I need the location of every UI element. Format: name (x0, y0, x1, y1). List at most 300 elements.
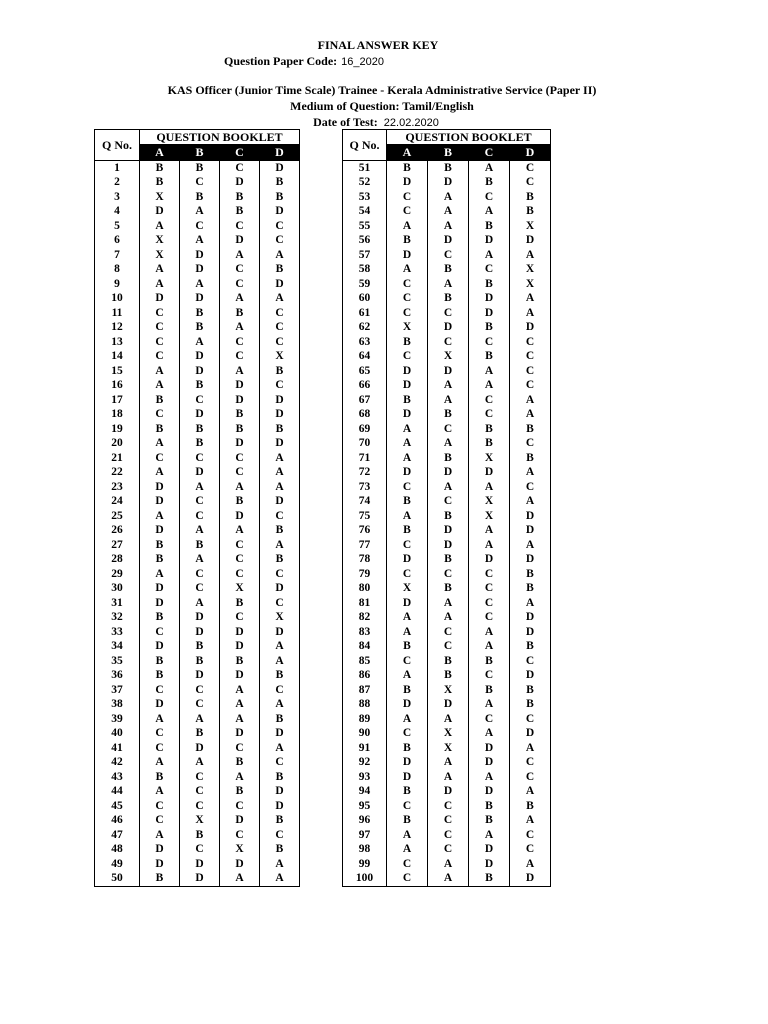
answer-c: D (469, 306, 510, 321)
answer-d: B (510, 799, 551, 814)
answer-d: C (510, 161, 551, 176)
answer-c: B (469, 176, 510, 191)
question-number: 30 (95, 582, 140, 597)
answer-b: C (428, 248, 469, 263)
answer-b: C (180, 176, 220, 191)
answer-b: D (428, 234, 469, 249)
table-row (343, 669, 551, 684)
answer-d: B (510, 567, 551, 582)
answer-b: D (180, 292, 220, 307)
question-number: 77 (343, 538, 387, 553)
question-booklet-header: QUESTION BOOKLET (140, 130, 300, 145)
answer-b: C (428, 422, 469, 437)
answer-c: B (469, 219, 510, 234)
answer-a: B (387, 393, 428, 408)
answer-c: C (220, 799, 260, 814)
answer-b: A (428, 190, 469, 205)
table-row (95, 495, 300, 510)
answer-a: X (140, 248, 180, 263)
answer-b: D (428, 538, 469, 553)
answer-c: C (469, 190, 510, 205)
answer-b: A (180, 596, 220, 611)
answer-b: A (428, 611, 469, 626)
answer-b: A (428, 756, 469, 771)
table-row (343, 495, 551, 510)
question-number: 2 (95, 176, 140, 191)
question-number: 53 (343, 190, 387, 205)
answer-c: B (469, 654, 510, 669)
answer-a: B (387, 161, 428, 176)
question-number: 51 (343, 161, 387, 176)
answer-c: D (469, 857, 510, 872)
answer-a: D (387, 176, 428, 191)
table-row (95, 538, 300, 553)
question-number: 47 (95, 828, 140, 843)
answer-b: B (428, 654, 469, 669)
answer-c: C (469, 611, 510, 626)
answer-b: A (428, 379, 469, 394)
answer-b: C (428, 625, 469, 640)
answer-d: C (510, 176, 551, 191)
answer-b: D (180, 741, 220, 756)
answer-a: A (140, 379, 180, 394)
answer-d: B (510, 422, 551, 437)
question-paper-code-value: 16_2020 (341, 56, 384, 68)
date-of-test (0, 115, 760, 130)
answer-a: A (140, 785, 180, 800)
table-row (95, 727, 300, 742)
answer-c: B (220, 654, 260, 669)
question-number: 95 (343, 799, 387, 814)
answer-b: A (428, 857, 469, 872)
table-row (343, 190, 551, 205)
question-number: 59 (343, 277, 387, 292)
answer-b: D (180, 611, 220, 626)
answer-b: A (428, 872, 469, 887)
question-number: 72 (343, 466, 387, 481)
answer-d: A (510, 814, 551, 829)
answer-b: C (180, 785, 220, 800)
answer-a: C (387, 857, 428, 872)
answer-a: B (140, 538, 180, 553)
answer-b: C (428, 495, 469, 510)
answer-d: A (510, 596, 551, 611)
answer-b: D (428, 364, 469, 379)
answer-d: D (260, 582, 300, 597)
table-row (343, 741, 551, 756)
answer-d: B (510, 582, 551, 597)
answer-a: C (387, 799, 428, 814)
question-number: 24 (95, 495, 140, 510)
answer-d: B (510, 190, 551, 205)
answer-c: A (220, 248, 260, 263)
answer-a: D (387, 596, 428, 611)
answer-a: C (140, 683, 180, 698)
answer-c: A (220, 698, 260, 713)
answer-a: C (387, 567, 428, 582)
answer-d: D (260, 393, 300, 408)
question-number: 28 (95, 553, 140, 568)
table-row (343, 321, 551, 336)
answer-c: D (220, 379, 260, 394)
answer-d: B (260, 843, 300, 858)
answer-d: B (510, 205, 551, 220)
answer-a: C (387, 306, 428, 321)
question-number: 42 (95, 756, 140, 771)
answer-d: A (510, 857, 551, 872)
answer-d: A (510, 393, 551, 408)
question-number: 70 (343, 437, 387, 452)
answer-d: D (260, 495, 300, 510)
answer-d: A (260, 872, 300, 887)
answer-b: C (428, 335, 469, 350)
table-row (95, 625, 300, 640)
exam-name: KAS Officer (Junior Time Scale) Trainee - Kerala Administrative Service (Paper II) (167, 83, 597, 97)
table-row (343, 828, 551, 843)
question-number: 29 (95, 567, 140, 582)
date-label: Date of Test: (313, 115, 378, 129)
answer-a: D (140, 292, 180, 307)
question-number: 10 (95, 292, 140, 307)
option-d-header: D (510, 145, 551, 161)
answer-a: D (387, 698, 428, 713)
answer-b: B (180, 321, 220, 336)
answer-b: X (180, 814, 220, 829)
question-number: 71 (343, 451, 387, 466)
answer-c: C (220, 828, 260, 843)
answer-a: A (140, 828, 180, 843)
question-number: 84 (343, 640, 387, 655)
answer-b: C (428, 567, 469, 582)
answer-a: C (140, 799, 180, 814)
answer-c: B (469, 321, 510, 336)
table-row (95, 828, 300, 843)
table-row (95, 422, 300, 437)
page-title: FINAL ANSWER KEY (317, 38, 439, 52)
answer-c: X (220, 582, 260, 597)
answer-a: D (140, 495, 180, 510)
table-row (95, 814, 300, 829)
table-row (343, 393, 551, 408)
answer-c: A (469, 770, 510, 785)
table-row (343, 292, 551, 307)
answer-b: A (428, 437, 469, 452)
question-number: 79 (343, 567, 387, 582)
answer-c: D (220, 669, 260, 684)
question-number: 61 (343, 306, 387, 321)
question-number: 38 (95, 698, 140, 713)
answer-d: A (260, 451, 300, 466)
answer-c: B (220, 422, 260, 437)
question-number: 81 (343, 596, 387, 611)
answer-d: A (260, 654, 300, 669)
question-number: 8 (95, 263, 140, 278)
answer-c: C (469, 712, 510, 727)
table-row (95, 698, 300, 713)
answer-d: C (510, 828, 551, 843)
answer-d: B (260, 553, 300, 568)
answer-c: C (220, 567, 260, 582)
answer-d: A (510, 538, 551, 553)
question-number: 85 (343, 654, 387, 669)
answer-d: C (260, 321, 300, 336)
answer-c: C (220, 335, 260, 350)
answer-b: B (180, 379, 220, 394)
question-number: 69 (343, 422, 387, 437)
answer-c: C (469, 567, 510, 582)
table-row (343, 654, 551, 669)
table-row (343, 698, 551, 713)
question-number: 39 (95, 712, 140, 727)
answer-c: C (469, 335, 510, 350)
table-row (343, 611, 551, 626)
option-d-header: D (260, 145, 300, 161)
answer-a: A (387, 451, 428, 466)
answer-c: A (469, 828, 510, 843)
answer-c: A (469, 640, 510, 655)
answer-d: D (260, 625, 300, 640)
answer-a: C (140, 306, 180, 321)
answer-d: C (510, 335, 551, 350)
answer-d: X (260, 350, 300, 365)
answer-d: C (260, 509, 300, 524)
answer-b: D (428, 466, 469, 481)
answer-a: B (387, 640, 428, 655)
table-row (95, 785, 300, 800)
question-number: 58 (343, 263, 387, 278)
answer-d: A (510, 466, 551, 481)
table-row (95, 857, 300, 872)
answer-a: C (140, 727, 180, 742)
answer-a: D (140, 857, 180, 872)
question-number: 80 (343, 582, 387, 597)
question-number: 6 (95, 234, 140, 249)
table-row (95, 176, 300, 191)
answer-b: D (180, 625, 220, 640)
answer-b: X (428, 727, 469, 742)
table-row (95, 321, 300, 336)
answer-d: B (260, 422, 300, 437)
answer-b: A (180, 480, 220, 495)
answer-c: A (469, 727, 510, 742)
answer-c: D (220, 727, 260, 742)
table-row (343, 596, 551, 611)
question-number: 92 (343, 756, 387, 771)
answer-b: D (428, 698, 469, 713)
table-row (343, 437, 551, 452)
answer-a: C (140, 625, 180, 640)
table-row (343, 306, 551, 321)
question-number: 94 (343, 785, 387, 800)
answer-b: D (428, 321, 469, 336)
question-number: 78 (343, 553, 387, 568)
question-number: 98 (343, 843, 387, 858)
table-row (95, 741, 300, 756)
answer-d: B (260, 190, 300, 205)
answer-a: C (387, 654, 428, 669)
table-row (95, 799, 300, 814)
answer-c: B (220, 785, 260, 800)
table-row (95, 335, 300, 350)
answer-c: A (469, 524, 510, 539)
answer-a: A (140, 466, 180, 481)
answer-b: C (428, 843, 469, 858)
answer-d: D (510, 509, 551, 524)
question-number: 49 (95, 857, 140, 872)
question-number: 26 (95, 524, 140, 539)
answer-c: A (220, 524, 260, 539)
answer-c: B (220, 408, 260, 423)
answer-c: B (220, 495, 260, 510)
question-number: 43 (95, 770, 140, 785)
answer-a: X (387, 582, 428, 597)
option-a-header: A (140, 145, 180, 161)
answer-c: D (220, 857, 260, 872)
answer-a: D (140, 205, 180, 220)
answer-b: X (428, 741, 469, 756)
question-number: 37 (95, 683, 140, 698)
qno-header: Q No. (343, 130, 387, 161)
answer-b: B (180, 727, 220, 742)
answer-b: B (428, 669, 469, 684)
answer-c: D (469, 843, 510, 858)
answer-b: B (180, 422, 220, 437)
table-row (95, 219, 300, 234)
answer-a: X (140, 190, 180, 205)
answer-b: X (428, 350, 469, 365)
answer-d: D (510, 234, 551, 249)
answer-a: A (387, 422, 428, 437)
answer-b: B (180, 654, 220, 669)
table-row (343, 176, 551, 191)
answer-a: C (140, 350, 180, 365)
answer-d: A (260, 640, 300, 655)
answer-a: A (140, 277, 180, 292)
answer-b: A (428, 277, 469, 292)
table-row (343, 770, 551, 785)
question-number: 40 (95, 727, 140, 742)
answer-d: X (510, 263, 551, 278)
answer-b: D (180, 248, 220, 263)
answer-a: A (387, 611, 428, 626)
question-number: 65 (343, 364, 387, 379)
answer-d: D (510, 611, 551, 626)
question-number: 32 (95, 611, 140, 626)
table-row (95, 379, 300, 394)
question-number: 46 (95, 814, 140, 829)
answer-c: C (220, 277, 260, 292)
answer-b: A (180, 712, 220, 727)
answer-d: B (260, 669, 300, 684)
answer-c: C (220, 451, 260, 466)
answer-c: C (469, 596, 510, 611)
answer-d: B (260, 176, 300, 191)
answer-c: B (220, 190, 260, 205)
answer-a: A (387, 437, 428, 452)
answer-c: A (469, 538, 510, 553)
answer-d: C (260, 756, 300, 771)
answer-a: D (387, 466, 428, 481)
table-row (95, 480, 300, 495)
answer-b: B (180, 161, 220, 176)
question-number: 44 (95, 785, 140, 800)
answer-c: B (220, 205, 260, 220)
answer-c: A (220, 364, 260, 379)
answer-b: A (428, 712, 469, 727)
table-row (95, 306, 300, 321)
answer-b: C (428, 828, 469, 843)
question-number: 22 (95, 466, 140, 481)
answer-c: C (469, 582, 510, 597)
table-row (343, 524, 551, 539)
question-number: 56 (343, 234, 387, 249)
table-row (343, 756, 551, 771)
answer-b: B (428, 408, 469, 423)
question-number: 82 (343, 611, 387, 626)
table-row (95, 277, 300, 292)
answer-c: C (220, 741, 260, 756)
answer-d: D (510, 872, 551, 887)
question-number: 45 (95, 799, 140, 814)
answer-a: D (387, 379, 428, 394)
answer-a: D (140, 582, 180, 597)
question-number: 11 (95, 306, 140, 321)
answer-table-left (94, 129, 300, 887)
answer-d: C (260, 567, 300, 582)
question-number: 93 (343, 770, 387, 785)
question-number: 73 (343, 480, 387, 495)
answer-c: C (220, 611, 260, 626)
answer-a: B (140, 176, 180, 191)
answer-d: D (260, 277, 300, 292)
qno-header: Q No. (95, 130, 140, 161)
answer-c: B (220, 756, 260, 771)
table-row (95, 683, 300, 698)
answer-c: A (469, 698, 510, 713)
question-number: 18 (95, 408, 140, 423)
answer-c: X (220, 843, 260, 858)
answer-a: A (387, 828, 428, 843)
answer-b: A (428, 770, 469, 785)
answer-c: D (220, 234, 260, 249)
answer-c: A (220, 480, 260, 495)
answer-b: C (428, 306, 469, 321)
answer-d: A (260, 248, 300, 263)
answer-c: A (220, 292, 260, 307)
question-number: 14 (95, 350, 140, 365)
answer-a: C (387, 292, 428, 307)
answer-a: B (387, 814, 428, 829)
answer-b: C (180, 582, 220, 597)
question-number: 19 (95, 422, 140, 437)
answer-b: C (180, 567, 220, 582)
table-row (95, 190, 300, 205)
answer-d: C (260, 306, 300, 321)
question-number: 48 (95, 843, 140, 858)
answer-c: C (220, 553, 260, 568)
answer-a: B (140, 393, 180, 408)
answer-b: C (180, 683, 220, 698)
answer-a: A (387, 843, 428, 858)
table-row (95, 364, 300, 379)
answer-d: C (510, 756, 551, 771)
answer-d: D (260, 205, 300, 220)
question-number: 91 (343, 741, 387, 756)
answer-b: B (428, 582, 469, 597)
answer-rows-right (343, 161, 551, 887)
table-row (343, 219, 551, 234)
table-row (95, 393, 300, 408)
